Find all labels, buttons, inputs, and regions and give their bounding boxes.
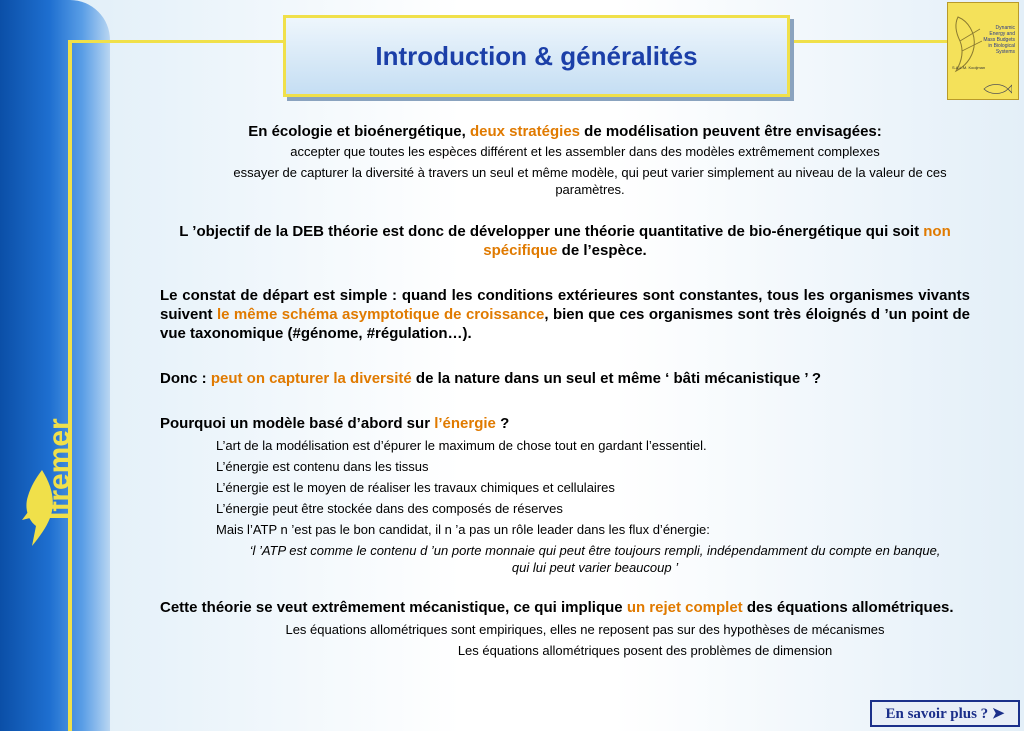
list-item: L’énergie peut être stockée dans des composés de réserves [216,501,563,516]
more-info-button[interactable]: En savoir plus ? ➤ [870,700,1020,727]
slide-content [160,122,970,659]
list-item: Mais l’ATP n ’est pas le bon candidat, il n ’a pas un rôle leader dans les flux d’énergie: [216,522,710,537]
page-title: Introduction & généralités [375,40,698,71]
paragraph-strategies: En écologie et bioénergétique, deux stratégies de modélisation peuvent être envisagées: [248,123,882,140]
frame-line-top-left [68,40,284,43]
paragraph-mechanistic: Cette théorie se veut extrêmement mécanistique, ce qui implique un rejet complet des équations allométriques. [160,599,954,616]
paragraph-energy: Pourquoi un modèle basé d’abord sur l’énergie ? [160,415,510,432]
paragraph-objective: L ’objectif de la DEB théorie est donc de développer une théorie quantitative de bio-énergétique qui soit non spécifique de l’espèce. [179,223,951,259]
brand-name: Ifremer [43,418,76,520]
list-item: L’énergie est le moyen de réaliser les travaux chimiques et cellulaires [216,480,615,495]
sub-item: accepter que toutes les espèces différent et les assembler dans des modèles extrêmement complexes [290,144,880,159]
sub-item: Les équations allométriques posent des problèmes de dimension [457,643,833,658]
sub-item: essayer de capturer la diversité à travers un seul et même modèle, qui peut varier simplement au niveau de la valeur de ces paramètres. [233,165,947,197]
sidebar-band [0,0,110,731]
list-item: L’art de la modélisation est d’épurer le maximum de chose tout en gardant l’essentiel. [216,438,707,453]
book-cover-image [947,2,1019,100]
sub-item: Les équations allométriques sont empiriques, elles ne reposent pas sur des hypothèses de mécanismes [285,622,885,637]
list-item: L’énergie est contenu dans les tissus [216,459,429,474]
paragraph-constat: Le constat de départ est simple : quand les conditions extérieures sont constantes, tous les organismes vivants suivent le même schéma asymptotique de croissance, bien que ces organismes sont très éloignés d ’un point de vue taxonomique (#génome, #régulation…). [160,287,971,342]
frame-line-top-right [792,40,952,43]
book-author: S.A.L.M. Kooijman [952,65,986,70]
book-title: Dynamic Energy and Mass Budgets in Biological Systems [983,25,1015,55]
atp-quote: ‘l ’ATP est comme le contenu d ’un porte monnaie qui peut être toujours rempli, indépendamment du compte en banque, qui lui peut varier beaucoup ’ [249,543,941,575]
energy-list [160,435,970,540]
fish-illustration-icon [982,83,1012,95]
title-box [283,15,790,97]
frame-line-vertical [68,40,72,731]
paragraph-question: Donc : peut on capturer la diversité de la nature dans un seul et même ‘ bâti mécanistique ’ ? [160,370,822,387]
